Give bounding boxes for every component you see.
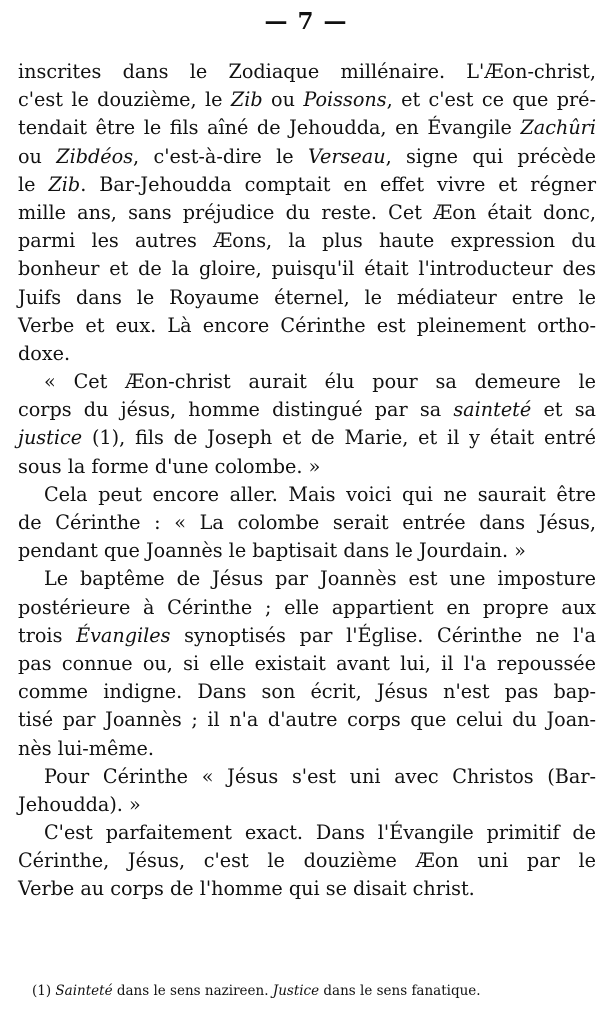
text-line: C'est parfaitement exact. Dans l'Évangile primitif de [44, 821, 596, 845]
text-line: c'est le douzième, le Zib ou Poissons, et c'est ce que pré- [18, 88, 596, 112]
text-line: tendait être le fils aîné de Jehoudda, en Évangile Zachûri [18, 116, 596, 140]
text-line: Verbe et eux. Là encore Cérinthe est pleinement ortho- [18, 313, 596, 337]
footnote-text-2: dans le sens fanatique. [323, 983, 481, 999]
footnote [32, 982, 592, 1000]
text-line: le Zib. Bar-Jehoudda comptait en effet vivre et régner [18, 172, 597, 196]
text-line: Verbe au corps de l'homme qui se disait christ. [18, 877, 475, 901]
text-line: inscrites dans le Zodiaque millénaire. L'Æon-christ, [18, 60, 596, 83]
footnote-term-justice: Justice [272, 983, 320, 999]
text-line: justice (1), fils de Joseph et de Marie, et il y était entré [18, 426, 596, 450]
text-line: Juifs dans le Royaume éternel, le médiateur entre le [18, 285, 596, 309]
text-line: Jehoudda). » [18, 792, 141, 816]
text-line: sous la forme d'une colombe. » [18, 454, 321, 478]
text-line: parmi les autres Æons, la plus haute expression du [18, 229, 596, 253]
text-line: Cérinthe, Jésus, c'est le douzième Æon uni par le [18, 849, 596, 873]
footnote-term-saintete: Sainteté [55, 983, 113, 999]
text-line: Pour Cérinthe « Jésus s'est uni avec Christos (Bar- [44, 764, 596, 788]
text-line: « Cet Æon-christ aurait élu pour sa demeure le [44, 370, 596, 394]
text-line: pas connue ou, si elle existait avant lui, il l'a repoussée [18, 651, 596, 675]
text-line: nès lui-même. [18, 736, 154, 760]
text-line: Le baptême de Jésus par Joannès est une imposture [44, 567, 596, 591]
footnote-marker: (1) [32, 983, 52, 999]
text-line: comme indigne. Dans son écrit, Jésus n'est pas bap- [18, 680, 596, 704]
text-line: ou Zibdéos, c'est-à-dire le Verseau, signe qui précède [18, 144, 596, 168]
text-line: corps du jésus, homme distingué par sa sainteté et sa [18, 398, 596, 422]
text-line: Cela peut encore aller. Mais voici qui ne saurait être [44, 482, 596, 506]
text-line: tisé par Joannès ; il n'a d'autre corps que celui du Joan- [18, 708, 596, 732]
text-line: de Cérinthe : « La colombe serait entrée dans Jésus, [18, 511, 596, 534]
footnote-text-1: dans le sens nazireen. [116, 983, 269, 999]
text-line: bonheur et de la gloire, puisqu'il était l'introducteur des [18, 257, 596, 281]
text-line: trois Évangiles synoptisés par l'Église. Cérinthe ne l'a [18, 623, 596, 647]
body-text [18, 58, 596, 904]
page-number: — 7 — [264, 8, 348, 35]
text-line: doxe. [18, 341, 71, 365]
text-line: postérieure à Cérinthe ; elle appartient en propre aux [18, 595, 596, 619]
text-line: pendant que Joannès le baptisait dans le Jourdain. » [18, 539, 526, 563]
text-line: mille ans, sans préjudice du reste. Cet Æon était donc, [18, 200, 596, 224]
